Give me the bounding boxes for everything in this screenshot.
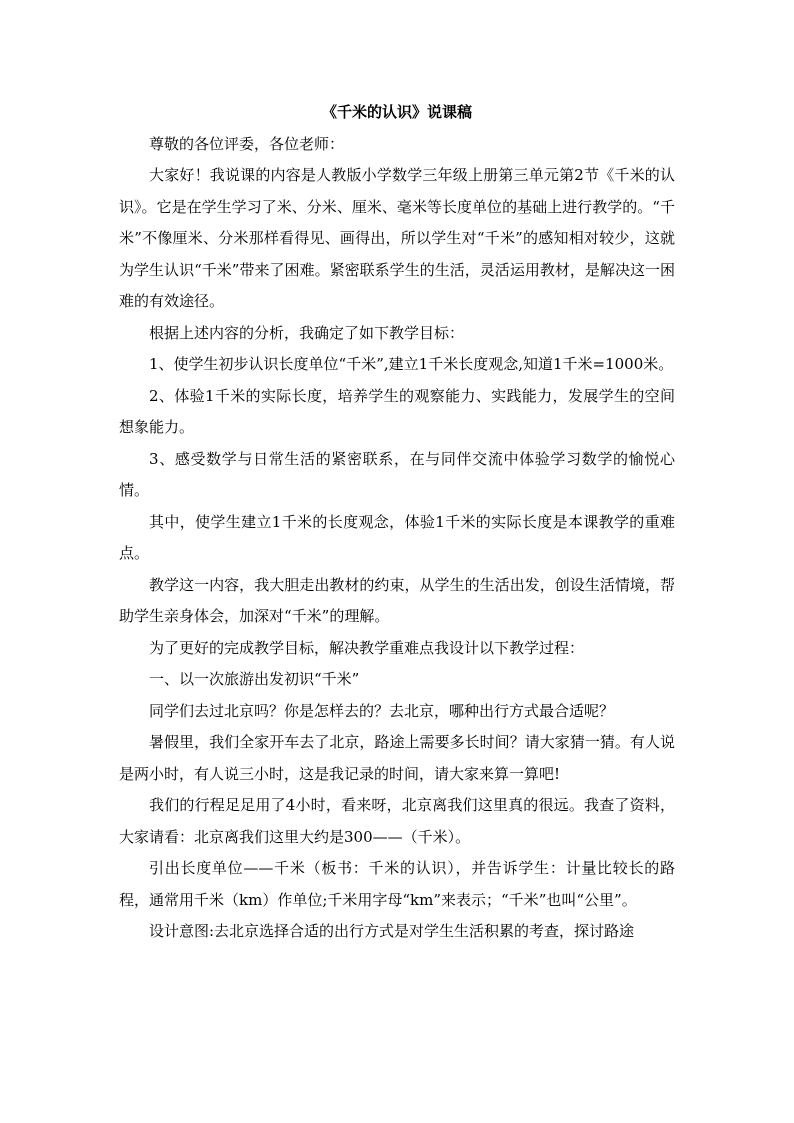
paragraph-summer-trip: 暑假里，我们全家开车去了北京，路途上需要多长时间？请大家猜一猜。有人说是两小时，有人说三小时，这是我记录的时间，请大家来算一算吧!	[119, 733, 675, 783]
paragraph-approach: 教学这一内容，我大胆走出教材的约束，从学生的生活出发，创设生活情境，帮助学生亲身体会，加深对“千米”的理解。	[119, 575, 675, 625]
paragraph-question: 同学们去过北京吗？你是怎样去的？去北京，哪种出行方式最合适呢？	[149, 701, 615, 720]
paragraph-travel-time: 我们的行程足足用了4小时，看来呀，北京离我们这里真的很远。我查了资料，大家请看：北京离我们这里大约是300——（千米）。	[119, 796, 675, 846]
paragraph-goals-intro: 根据上述内容的分析，我确定了如下教学目标：	[149, 323, 465, 342]
paragraph-process-intro: 为了更好的完成教学目标，解决教学重难点我设计以下教学过程：	[149, 638, 585, 657]
paragraph-design-intent: 设计意图:去北京选择合适的出行方式是对学生生活积累的考查，探讨路途	[149, 922, 635, 940]
paragraph-unit-intro: 引出长度单位——千米（板书：千米的认识），并告诉学生：计量比较长的路程，通常用千米（km）作单位;千米用字母“km”来表示；“千米”也叫“公里”。	[119, 859, 675, 909]
section-heading-1: 一、以一次旅游出发初识“千米”	[149, 670, 360, 688]
paragraph-goal-3: 3、感受数学与日常生活的紧密联系，在与同伴交流中体验学习数学的愉悦心情。	[119, 449, 675, 499]
paragraph-goal-1: 1、使学生初步认识长度单位“千米”,建立1千米长度观念,知道1千米=1000米。	[149, 355, 674, 373]
paragraph-introduction: 大家好！我说课的内容是人教版小学数学三年级上册第三单元第2节《千米的认识》。它是在学生学习了米、分米、厘米、毫米等长度单位的基础上进行教学的。“千米”不像厘米、分米那样看得见、画得出，所以学生对“千米”的感知相对较少，这就为学生认识“千米”带来了困难。紧密联系学生的生活，灵活运用教材，是解决这一困难的有效途径。	[119, 166, 675, 310]
paragraph-greeting: 尊敬的各位评委，各位老师：	[149, 134, 345, 153]
document-title: 《千米的认识》说课稿	[321, 103, 472, 121]
paragraph-goal-2: 2、体验1千米的实际长度，培养学生的观察能力、实践能力，发展学生的空间想象能力。	[119, 386, 675, 436]
document-body	[119, 97, 675, 948]
paragraph-key-points: 其中，使学生建立1千米的长度观念，体验1千米的实际长度是本课教学的重难点。	[119, 512, 675, 562]
